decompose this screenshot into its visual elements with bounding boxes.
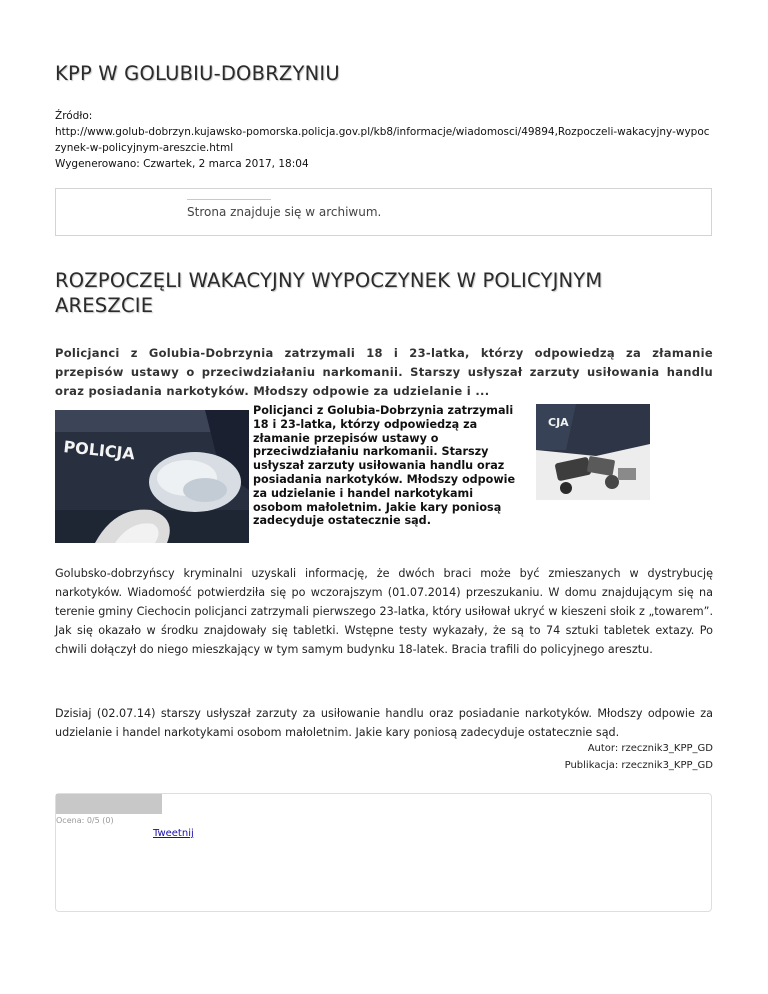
rating-text: Ocena: 0/5 (0) <box>56 816 114 825</box>
photo-police-label-2: CJA <box>548 416 569 429</box>
source-meta <box>55 108 715 172</box>
rating-widget[interactable] <box>56 794 162 814</box>
archive-divider <box>187 199 271 200</box>
site-title: KPP W GOLUBIU-DOBRZYNIU <box>55 62 340 85</box>
tweet-link[interactable]: Tweetnij <box>153 828 194 839</box>
generated-date: Wygenerowano: Czwartek, 2 marca 2017, 18:04 <box>55 158 309 170</box>
source-url-line-2: zynek-w-policyjnym-areszcie.html <box>55 142 234 154</box>
archive-notice: Strona znajduje się w archiwum. <box>187 205 382 219</box>
article-title: ROZPOCZĘLI WAKACYJNY WYPOCZYNEK W POLICYJNYM ARESZCIE <box>55 269 603 317</box>
police-officer-photo <box>55 410 249 543</box>
article-lead: Policjanci z Golubia-Dobrzynia zatrzymali 18 i 23-latka, którzy odpowiedzą za złamanie przepisów ustawy o przeciwdziałaniu narkomanii. Starszy usłyszał zarzuty usiłowania handlu oraz posiadania narkotyków. Młodszy odpowie za udzielanie i ... <box>55 346 713 398</box>
photo-police-label: POLICJA <box>62 437 136 464</box>
evidence-photo <box>536 404 650 500</box>
article-paragraph-2: Dzisiaj (02.07.14) starszy usłyszał zarzuty za usiłowanie handlu oraz posiadanie narkotyków. Młodszy odpowie za udzielanie i handel narkotykami osobom małoletnim. Jakie kary poniosą zadecyduje ostatecznie sąd. <box>55 707 713 739</box>
archive-notice-box <box>55 188 712 236</box>
publication: Publikacja: rzecznik3_KPP_GD <box>564 760 713 771</box>
author: Autor: rzecznik3_KPP_GD <box>587 743 713 754</box>
photo-caption: Policjanci z Golubia-Dobrzynia zatrzymali 18 i 23-latka, którzy odpowiedzą za złamanie przepisów ustawy o przeciwdziałaniu narkomanii. Starszy usłyszał zarzuty usiłowania handlu oraz posiadania narkotyków. Młodszy odpowie za udzielanie i handel narkotykami osobom małoletnim. Jakie kary poniosą zadecyduje ostatecznie sąd. <box>253 404 516 528</box>
social-box <box>55 793 712 912</box>
article-paragraph-1: Golubsko-dobrzyńscy kryminalni uzyskali informację, że dwóch braci może być zmieszanych w dystrybucję narkotyków. Wiadomość potwierdziła się po wczorajszym (01.07.2014) przeszukaniu. W domu znajdującym się na terenie gminy Ciechocin policjanci zatrzymali pierwszego 23-latka, który usiłował ukryć w kieszeni słoik z „towarem”. Jak się okazało w środku znajdowały się tabletki. Wstępne testy wykazały, że są to 74 sztuki tabletek extazy. Po chwili dołączył do niego mieszkający w tym samym budynku 18-latek. Bracia trafili do policyjnego aresztu. <box>55 567 713 656</box>
author-info <box>565 740 713 774</box>
source-label: Źródło: <box>55 110 93 122</box>
source-url-line-1: http://www.golub-dobrzyn.kujawsko-pomorska.policja.gov.pl/kb8/informacje/wiadomosci/49894,Rozpoczeli-wakacyjny-wypoc <box>55 126 710 138</box>
